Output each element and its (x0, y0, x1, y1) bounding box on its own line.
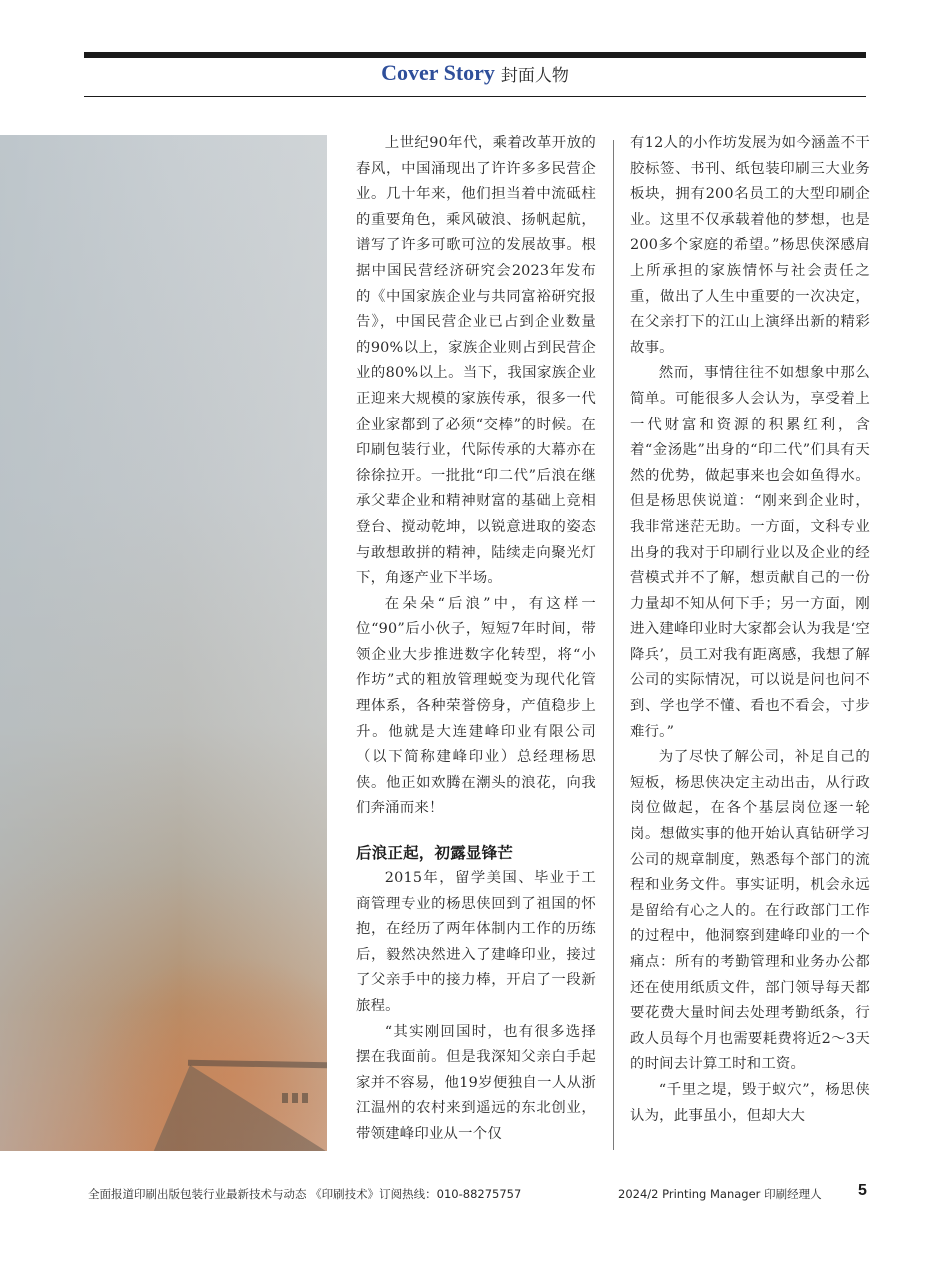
paragraph: “千里之堤，毁于蚁穴”，杨思侠认为，此事虽小，但却大大 (630, 1081, 870, 1124)
paragraph: 为了尽快了解公司，补足自己的短板，杨思侠决定主动出击，从行政岗位做起，在各个基层岗位逐一轮岗。想做实事的他开始认真钻研学习公司的规章制度，熟悉每个部门的流程和业务文件。事实证明，机会永远是留给有心之人的。在行政部门工作的过程中，他洞察到建峰印业的一个痛点：所有的考勤管理和业务办公都还在使用纸质文件，部门领导每天都要花费大量时间去处理考勤纸条，行政人员每个月也需要耗费将近2～3天的时间去计算工时和工资。 (630, 749, 870, 1073)
page-number: 5 (858, 1182, 867, 1199)
column-divider (613, 140, 614, 1150)
paragraph: 上世纪90年代，乘着改革开放的春风，中国涌现出了许许多多民营企业。几十年来，他们担当着中流砥柱的重要角色，乘风破浪、扬帆起航，谱写了许多可歌可泣的发展故事。根据中国民营经济研究会2023年发布的《中国家族企业与共同富裕研究报告》，中国民营企业已占到企业数量的90%以上，家族企业则占到民营企业的80%以上。当下，我国家族企业正迎来大规模的家族传承，很多一代企业家都到了必须“交棒”的时候。在印刷包装行业，代际传承的大幕亦在徐徐拉开。一批批“印二代”后浪在继承父辈企业和精神财富的基础上竞相登台、搅动乾坤，以锐意进取的姿态与敢想敢拼的精神，陆续走向聚光灯下，角逐产业下半场。 (356, 135, 596, 587)
photo-windows (282, 1093, 312, 1103)
article-column-2 (356, 131, 596, 1148)
paragraph: 然而，事情往往不如想象中那么简单。可能很多人会认为，享受着上一代财富和资源的积累红利，含着“金汤匙”出身的“印二代”们具有天然的优势，做起事来也会如鱼得水。但是杨思侠说道：“刚来到企业时，我非常迷茫无助。一方面，文科专业出身的我对于印刷行业以及企业的经营模式并不了解，想贡献自己的一份力量却不知从何下手；另一方面，刚进入建峰印业时大家都会认为我是‘空降兵’，员工对我有距离感，我想了解公司的实际情况，可以说是问也问不到、学也学不懂、看也不看会，寸步难行。” (630, 365, 870, 740)
photo-roof-shape (150, 1065, 327, 1151)
footer-issue-line: 2024/2 Printing Manager 印刷经理人 (618, 1187, 822, 1201)
header-top-rule (84, 52, 866, 58)
section-heading: 后浪正起，初露显锋芒 (356, 843, 514, 863)
paragraph: “其实刚回国时，也有很多选择摆在我面前。但是我深知父亲白手起家并不容易，他19岁便独自一人从浙江温州的农村来到遥远的东北创业，带领建峰印业从一个仅 (356, 1023, 596, 1142)
paragraph-continued: 有12人的小作坊发展为如今涵盖不干胶标签、书刊、纸包装印刷三大业务板块，拥有200名员工的大型印刷企业。这里不仅承载着他的梦想，也是200多个家庭的希望。”杨思侠深感肩上所承担的家族情怀与社会责任之重，做出了人生中重要的一次决定，在父亲打下的江山上演绎出新的精彩故事。 (630, 135, 870, 356)
section-header (84, 60, 866, 96)
section-title-en: Cover Story (381, 60, 495, 85)
paragraph: 在朵朵“后浪”中，有这样一位“90”后小伙子，短短7年时间，带领企业大步推进数字化转型，将“小作坊”式的粗放管理蜕变为现代化管理体系，各种荣誉傍身，产值稳步上升。他就是大连建峰印业有限公司（以下简称建峰印业）总经理杨思侠。他正如欢腾在潮头的浪花，向我们奔涌而来！ (356, 595, 596, 817)
cover-photo (0, 135, 327, 1151)
header-bottom-rule (84, 96, 866, 97)
paragraph: 2015年，留学美国、毕业于工商管理专业的杨思侠回到了祖国的怀抱，在经历了两年体制内工作的历练后，毅然决然进入了建峰印业，接过了父亲手中的接力棒，开启了一段新旅程。 (356, 870, 596, 1014)
footer-subscription-line: 全面报道印刷出版包装行业最新技术与动态 《印刷技术》订阅热线：010-88275757 (88, 1187, 522, 1201)
article-column-3 (630, 131, 870, 1129)
section-title-zh: 封面人物 (500, 65, 569, 86)
